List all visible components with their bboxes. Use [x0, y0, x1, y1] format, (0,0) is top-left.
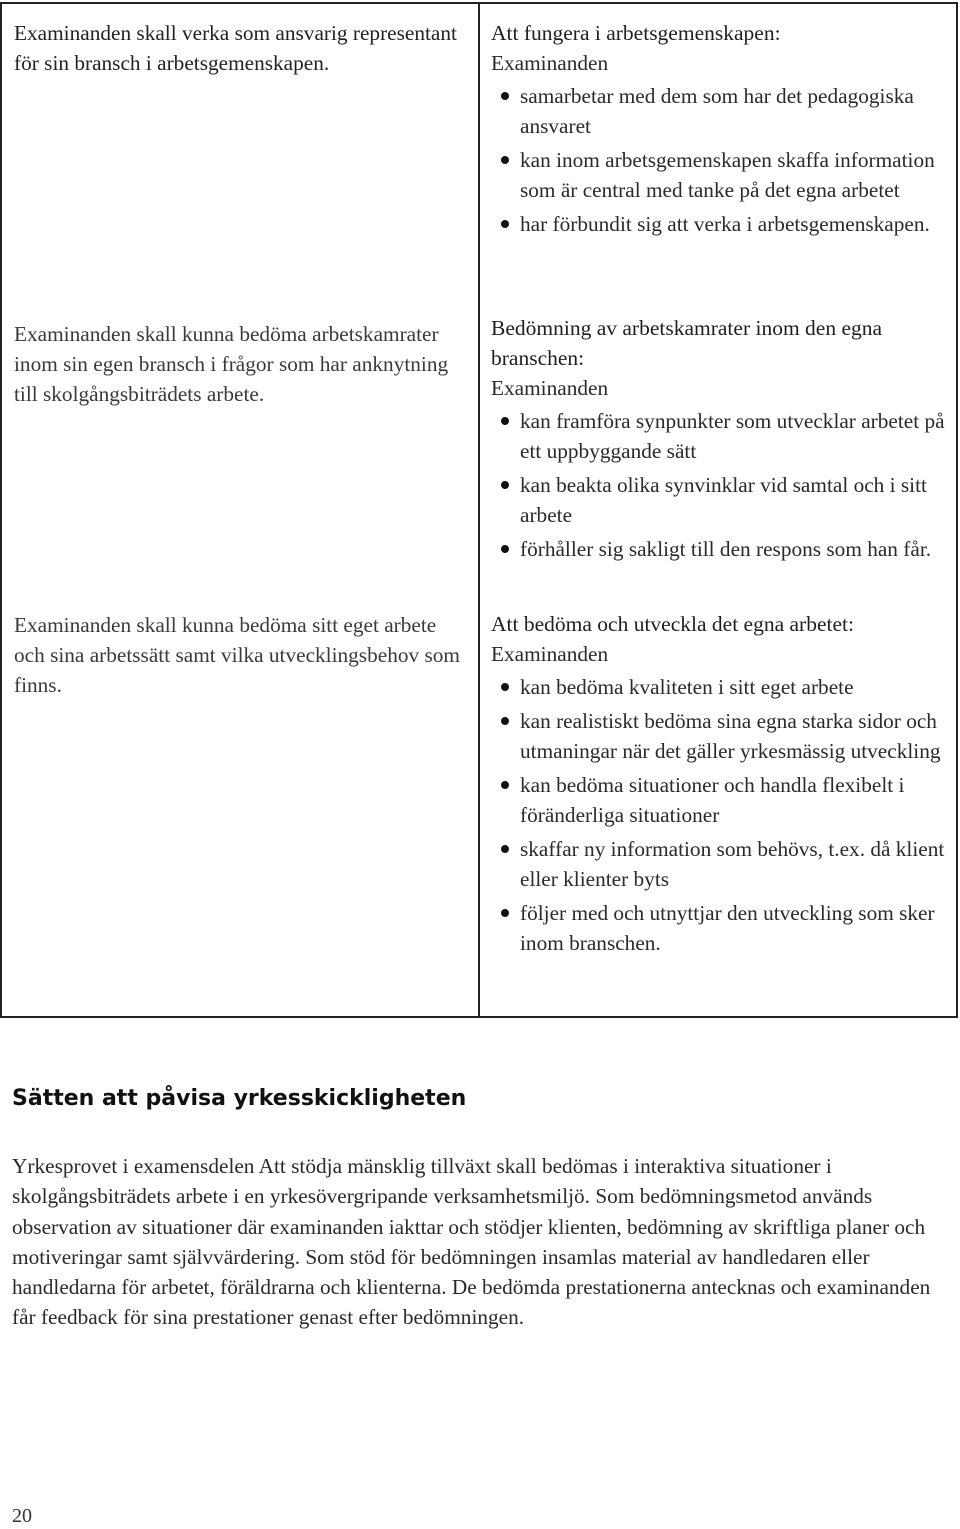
section-subject: Examinanden	[491, 642, 609, 666]
list-item	[491, 834, 951, 894]
list-item-text: förhåller sig sakligt till den respons som han får.	[520, 537, 932, 561]
section-subject: Examinanden	[491, 51, 609, 75]
bullet-list	[491, 672, 951, 958]
page-number: 20	[12, 1505, 32, 1527]
bullet-icon	[501, 156, 509, 164]
left-paragraph-3: Examinanden skall kunna bedöma sitt eget arbete och sina arbetssätt samt vilka utvecklingsbehov som finns.	[14, 613, 460, 697]
criteria-table	[0, 2, 958, 1018]
list-item	[491, 145, 951, 205]
list-item	[491, 81, 951, 141]
list-item	[491, 406, 951, 466]
section-arbetsgemenskap	[491, 18, 951, 243]
bullet-icon	[501, 545, 509, 553]
left-paragraph-1: Examinanden skall verka som ansvarig representant för sin bransch i arbetsgemenskapen.	[14, 21, 457, 75]
bullet-icon	[501, 481, 509, 489]
table-right-column	[480, 4, 956, 1016]
bullet-icon	[501, 781, 509, 789]
left-paragraph-2: Examinanden skall kunna bedöma arbetskamrater inom sin egen bransch i frågor som har anknytning till skolgångsbiträdets arbete.	[14, 322, 449, 406]
list-item	[491, 534, 951, 564]
list-item	[491, 706, 951, 766]
list-item-text: kan bedöma kvaliteten i sitt eget arbete	[520, 675, 854, 699]
bullet-icon	[501, 417, 509, 425]
list-item-text: kan realistiskt bedöma sina egna starka sidor och utmaningar när det gäller yrkesmässig utveckling	[520, 709, 941, 763]
bullet-icon	[501, 717, 509, 725]
list-item-text: skaffar ny information som behövs, t.ex. då klient eller klienter byts	[520, 837, 945, 891]
table-left-column	[2, 4, 480, 1016]
list-item-text: kan inom arbetsgemenskapen skaffa information som är central med tanke på det egna arbetet	[520, 148, 935, 202]
section-subject: Examinanden	[491, 376, 609, 400]
bullet-icon	[501, 909, 509, 917]
bullet-icon	[501, 683, 509, 691]
section-heading: Sätten att påvisa yrkesskickligheten	[12, 1086, 467, 1111]
bullet-icon	[501, 845, 509, 853]
section-title: Bedömning av arbetskamrater inom den egna branschen:	[491, 316, 883, 370]
list-item-text: kan framföra synpunkter som utvecklar arbetet på ett uppbyggande sätt	[520, 409, 945, 463]
bullet-list	[491, 406, 951, 564]
list-item-text: följer med och utnyttjar den utveckling som sker inom branschen.	[520, 901, 935, 955]
bullet-list	[491, 81, 951, 239]
list-item	[491, 209, 951, 239]
list-item-text: kan beakta olika synvinklar vid samtal och i sitt arbete	[520, 473, 927, 527]
list-item	[491, 770, 951, 830]
list-item-text: samarbetar med dem som har det pedagogiska ansvaret	[520, 84, 914, 138]
section-title: Att bedöma och utveckla det egna arbetet:	[491, 612, 854, 636]
list-item	[491, 898, 951, 958]
list-item	[491, 470, 951, 530]
section-eget-arbete	[491, 609, 951, 962]
body-paragraph: Yrkesprovet i examensdelen Att stödja mänsklig tillväxt skall bedömas i interaktiva situationer i skolgångsbiträdets arbete i en yrkesövergripande verksamhetsmiljö. Som bedömningsmetod används observation av situationer där examinanden iakttar och stödjer klienten, bedömning av skriftliga planer och motiveringar samt självvärdering. Som stöd för bedömningen insamlas material av handledaren eller handledarna för arbetet, föräldrarna och klienterna. De bedömda prestationerna antecknas och examinanden får feedback för sina prestationer genast efter bedömningen.	[12, 1154, 931, 1330]
list-item	[491, 672, 951, 702]
section-title: Att fungera i arbetsgemenskapen:	[491, 21, 781, 45]
list-item-text: kan bedöma situationer och handla flexibelt i föränderliga situationer	[520, 773, 905, 827]
list-item-text: har förbundit sig att verka i arbetsgemenskapen.	[520, 212, 930, 236]
bullet-icon	[501, 92, 509, 100]
section-arbetskamrater	[491, 313, 951, 568]
bullet-icon	[501, 220, 509, 228]
